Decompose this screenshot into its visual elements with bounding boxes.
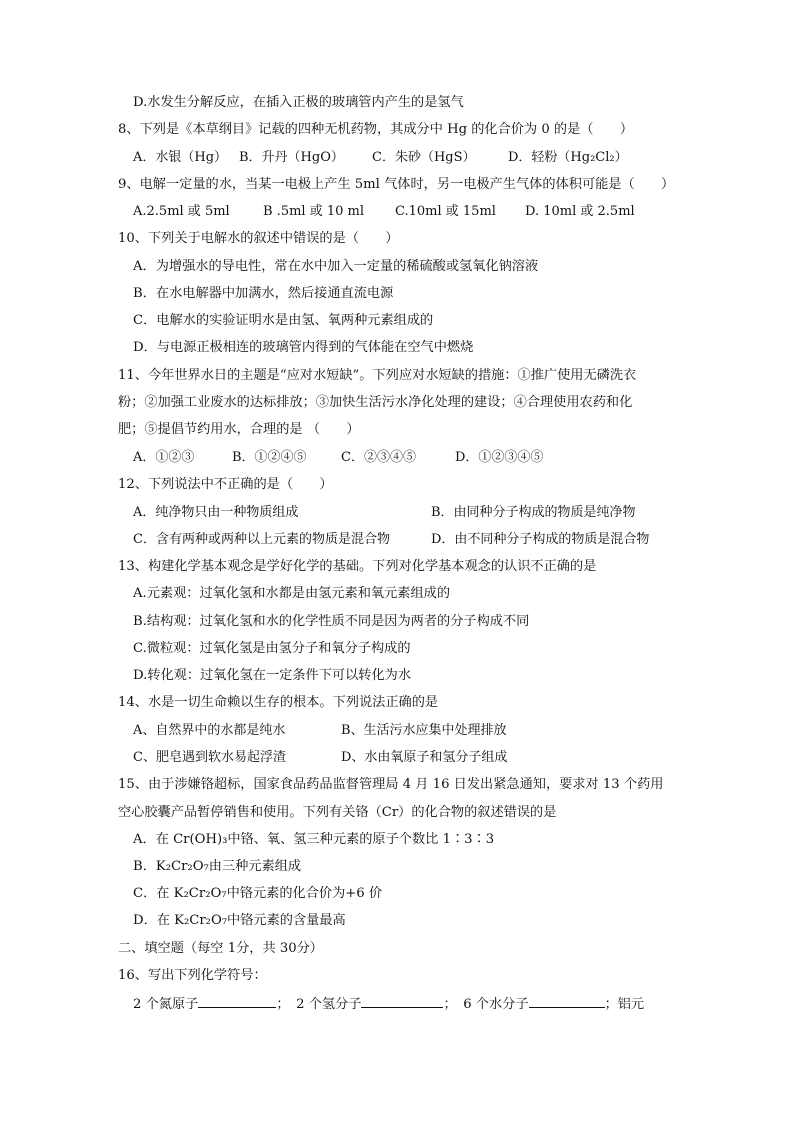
answer-blank-1[interactable] bbox=[198, 993, 276, 1008]
answer-blank-2[interactable] bbox=[361, 993, 443, 1008]
q11-stem-line1: 11、今年世界水日的主题是“应对水短缺”。下列应对水短缺的措施：①推广使用无磷洗衣 bbox=[118, 368, 637, 383]
q15-option-a: A．在 Cr(OH)₃中铬、氧、氢三种元素的原子个数比 1∶3∶3 bbox=[133, 832, 495, 847]
q11-option-a: A．①②③ bbox=[133, 450, 195, 465]
q16-prompt-hydrogen-molecules: ； 2 个氢分子 bbox=[276, 997, 362, 1012]
q8-option-d: D．轻粉（Hg₂Cl₂） bbox=[508, 150, 628, 165]
q12-option-d: D．由不同种分子构成的物质是混合物 bbox=[431, 532, 650, 547]
q10-option-a: A．为增强水的导电性，常在水中加入一定量的稀硫酸或氢氧化钠溶液 bbox=[133, 259, 539, 274]
q10-option-b: B．在水电解器中加满水，然后接通直流电源 bbox=[133, 286, 394, 301]
q11-option-c: C．②③④⑤ bbox=[341, 450, 416, 465]
q11-stem-line2: 粉；②加强工业废水的达标排放；③加快生活污水净化处理的建设；④合理使用农药和化 bbox=[118, 395, 633, 410]
q12-option-c: C．含有两种或两种以上元素的物质是混合物 bbox=[133, 532, 390, 547]
q16-stem: 16、写出下列化学符号： bbox=[118, 968, 267, 983]
q9-option-a: A.2.5ml 或 5ml bbox=[133, 204, 230, 219]
q11-option-d: D．①②③④⑤ bbox=[455, 450, 544, 465]
q8-option-b: B．升丹（HgO） bbox=[239, 150, 344, 165]
answer-blank-3[interactable] bbox=[529, 993, 605, 1008]
q10-stem: 10、下列关于电解水的叙述中错误的是（ ） bbox=[118, 231, 399, 246]
q8-stem: 8、下列是《本草纲目》记载的四种无机药物，其成分中 Hg 的化合价为 0 的是（ ） bbox=[118, 122, 634, 137]
q10-option-c: C．电解水的实验证明水是由氢、氧两种元素组成的 bbox=[133, 313, 434, 328]
q14-option-b: B、生活污水应集中处理排放 bbox=[341, 723, 507, 738]
q13-option-b: B.结构观：过氧化氢和水的化学性质不同是因为两者的分子构成不同 bbox=[133, 614, 530, 629]
q8-option-c: C．朱砂（HgS） bbox=[372, 150, 476, 165]
q15-option-d: D．在 K₂Cr₂O₇中铬元素的含量最高 bbox=[133, 913, 346, 928]
q14-option-c: C、肥皂遇到软水易起浮渣 bbox=[133, 750, 286, 765]
q9-option-b: B .5ml 或 10 ml bbox=[263, 204, 364, 219]
q15-stem-line1: 15、由于涉嫌铬超标，国家食品药品监督管理局 4 月 16 日发出紧急通知，要求对 13 个药用 bbox=[118, 777, 664, 792]
q13-option-c: C.微粒观：过氧化氢是由氢分子和氧分子构成的 bbox=[133, 641, 411, 656]
q14-option-a: A、自然界中的水都是纯水 bbox=[133, 723, 286, 738]
q13-option-a: A.元素观：过氧化氢和水都是由氢元素和氧元素组成的 bbox=[133, 586, 451, 601]
q8-option-a: A．水银（Hg） bbox=[133, 150, 228, 165]
q16-prompt-water-molecules: ； 6 个水分子 bbox=[443, 997, 529, 1012]
q15-option-c: C．在 K₂Cr₂O₇中铬元素的化合价为+6 价 bbox=[133, 886, 383, 901]
q12-option-b: B．由同种分子构成的物质是纯净物 bbox=[431, 505, 636, 520]
q15-option-b: B．K₂Cr₂O₇由三种元素组成 bbox=[133, 859, 302, 874]
q16-prompt-aluminum: ；铝元 bbox=[604, 997, 645, 1012]
q14-option-d: D、水由氧原子和氢分子组成 bbox=[341, 750, 508, 765]
q16-prompt-nitrogen-atoms: 2 个氮原子 bbox=[133, 997, 199, 1012]
q12-option-a: A．纯净物只由一种物质组成 bbox=[133, 505, 299, 520]
q13-stem: 13、构建化学基本观念是学好化学的基础。下列对化学基本观念的认识不正确的是 bbox=[118, 559, 597, 574]
q9-stem: 9、电解一定量的水，当某一电极上产生 5ml 气体时，另一电极产生气体的体积可能是（ ） bbox=[118, 177, 675, 192]
q15-stem-line2: 空心胶囊产品暂停销售和使用。下列有关铬（Cr）的化合物的叙述错误的是 bbox=[118, 805, 557, 820]
q7-option-d: D.水发生分解反应，在插入正极的玻璃管内产生的是氢气 bbox=[133, 95, 464, 110]
q16-prompts bbox=[133, 993, 644, 1015]
q9-option-d: D. 10ml 或 2.5ml bbox=[525, 204, 635, 219]
q12-stem: 12、下列说法中不正确的是（ ） bbox=[118, 477, 333, 492]
q13-option-d: D.转化观：过氧化氢在一定条件下可以转化为水 bbox=[133, 668, 412, 683]
q11-option-b: B．①②④⑤ bbox=[232, 450, 307, 465]
q11-stem-line3: 肥；⑤提倡节约用水，合理的是 （ ） bbox=[118, 422, 360, 437]
q9-option-c: C.10ml 或 15ml bbox=[395, 204, 496, 219]
q10-option-d: D．与电源正极相连的玻璃管内得到的气体能在空气中燃烧 bbox=[133, 340, 474, 355]
q14-stem: 14、水是一切生命赖以生存的根本。下列说法正确的是 bbox=[118, 695, 439, 710]
section-title-fill-in: 二、填空题（每空 1分，共 30分） bbox=[118, 941, 323, 956]
